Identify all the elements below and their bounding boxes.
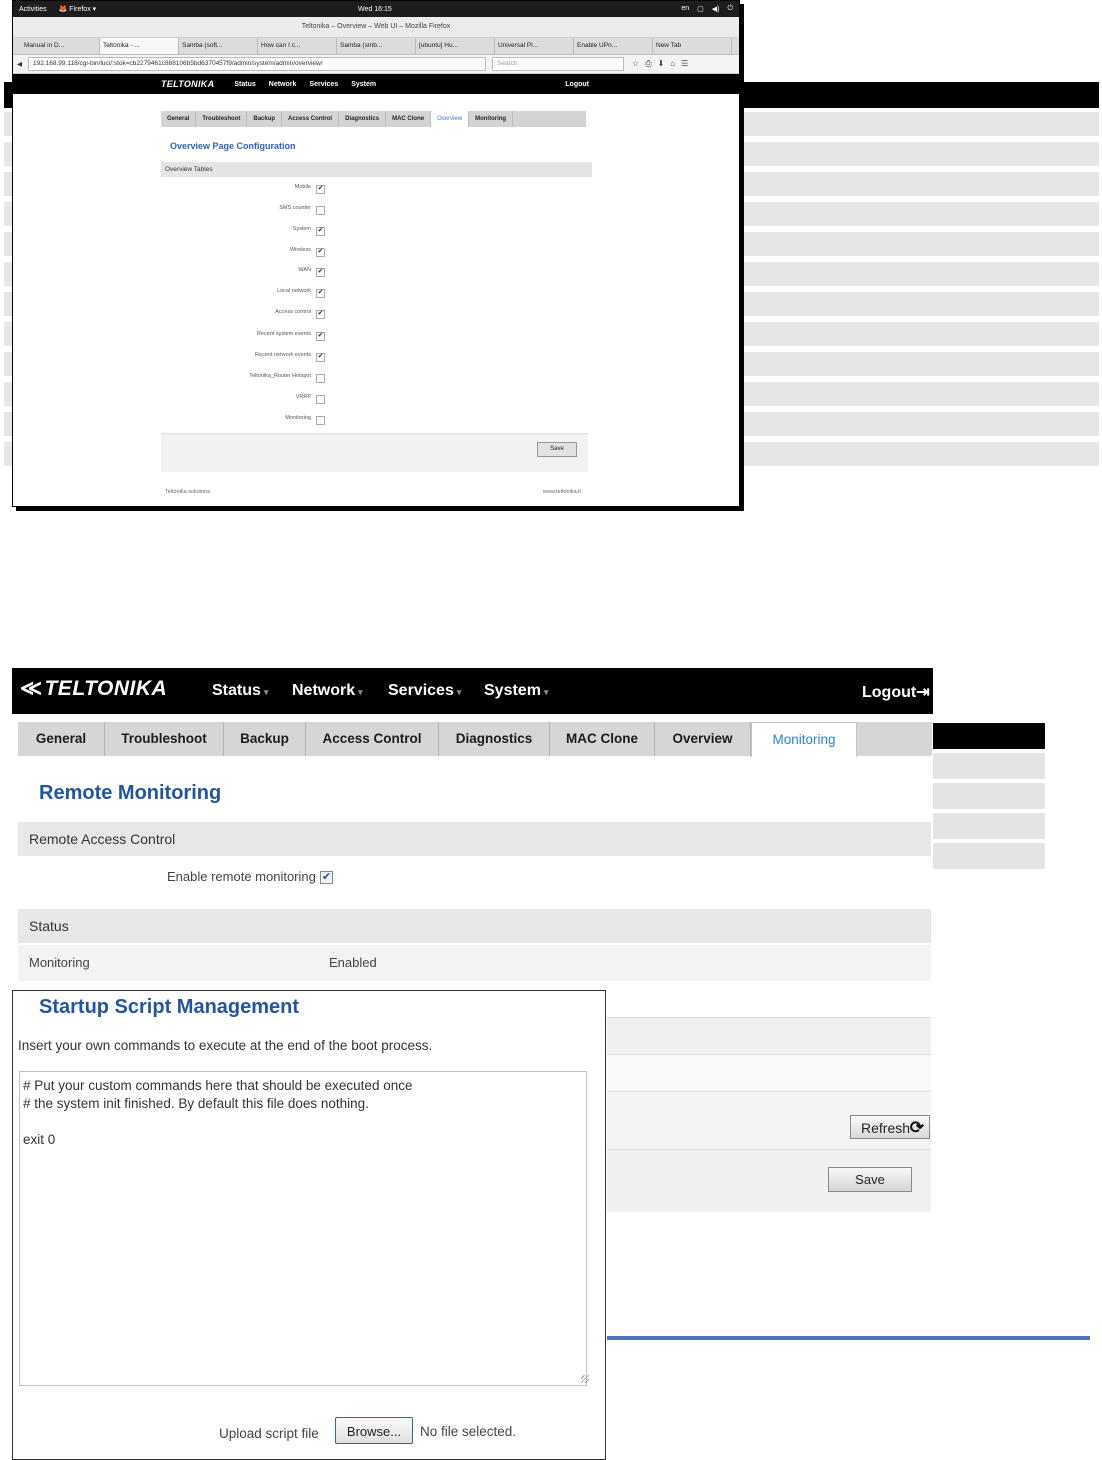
toolbar-icons[interactable]: ☆⎙⬇⌂☰ — [632, 59, 695, 68]
page-title: Overview Page Configuration — [170, 141, 296, 151]
search-box[interactable]: Search — [492, 57, 624, 71]
resize-grip-icon[interactable] — [581, 1375, 589, 1383]
browser-tab[interactable]: Enable UPn... — [574, 38, 653, 54]
tab-access-control[interactable]: Access Control — [282, 111, 339, 127]
refresh-icon: ⟳ — [909, 1118, 924, 1137]
file-status: No file selected. — [420, 1424, 517, 1439]
overview-row-monitoring — [161, 415, 311, 427]
system-tabs — [18, 722, 932, 756]
language-indicator[interactable]: en — [681, 5, 690, 12]
overview-row-mobile — [161, 184, 324, 196]
nav-system[interactable] — [484, 682, 548, 700]
footer-right[interactable]: www.teltonika.lt — [543, 489, 581, 495]
gnome-top-bar — [13, 1, 739, 17]
teltonika-header-large — [12, 668, 933, 714]
save-button[interactable]: Save — [828, 1167, 912, 1192]
background-table-header — [933, 723, 1045, 749]
description: Insert your own commands to execute at the end of the boot process. — [18, 1038, 433, 1053]
volume-icon: ◀) — [711, 6, 720, 13]
tab-diagnostics[interactable]: Diagnostics — [439, 722, 550, 756]
partial-row — [607, 1054, 931, 1092]
row-checkbox[interactable]: ✔ — [317, 332, 324, 339]
row-label: Local network — [277, 288, 311, 294]
overview-row-wan — [161, 267, 324, 279]
nav-services[interactable]: Services — [309, 80, 339, 88]
clock[interactable]: Wed 16:15 — [358, 5, 392, 13]
startup-script-screenshot — [12, 990, 606, 1460]
browser-tab[interactable]: Samba (smb... — [337, 38, 416, 54]
nav-label: Status — [212, 682, 261, 699]
overview-row-access-control — [161, 309, 324, 321]
tab-mac-clone[interactable]: MAC Clone — [550, 722, 655, 756]
row-label: Teltonika_Router Hotspot — [249, 373, 311, 379]
caret-down-icon: ▾ — [456, 687, 462, 697]
tab-overview[interactable]: Overview — [655, 722, 751, 756]
script-textarea[interactable]: # Put your custom commands here that should be executed once # the system init finished. By default this file does nothing. exit 0 — [19, 1071, 587, 1386]
section-header: Overview Tables — [161, 162, 592, 177]
footer-left: Teltonika solutions — [165, 489, 210, 495]
row-label: Monitoring — [285, 415, 311, 421]
partial-row — [607, 1017, 931, 1055]
browse-button[interactable]: Browse... — [335, 1417, 413, 1444]
background-table-row — [933, 783, 1045, 809]
teltonika-logo[interactable]: TELTONIKA — [161, 79, 215, 89]
overview-row-system-events — [161, 331, 324, 343]
tab-monitoring[interactable]: Monitoring — [469, 111, 513, 127]
overview-row-network-events — [161, 352, 324, 364]
overview-row-local-network — [161, 288, 324, 300]
browser-tab[interactable]: How can I c... — [258, 38, 337, 54]
nav-services[interactable] — [388, 682, 461, 700]
row-checkbox[interactable] — [316, 416, 325, 425]
logout-icon: ⇥ — [916, 684, 930, 701]
nav-status[interactable] — [212, 682, 268, 700]
row-checkbox[interactable] — [316, 374, 325, 383]
firefox-icon: 🦊 — [58, 6, 68, 13]
row-checkbox[interactable]: ✔ — [317, 227, 324, 234]
browser-tab-bar — [13, 38, 739, 55]
page-title: Remote Monitoring — [39, 782, 222, 804]
tab-monitoring[interactable]: Monitoring — [751, 722, 857, 757]
tab-diagnostics[interactable]: Diagnostics — [339, 111, 386, 127]
row-checkbox[interactable]: ✔ — [317, 185, 324, 192]
tab-mac-clone[interactable]: MAC Clone — [386, 111, 431, 127]
logo-text: TELTONIKA — [44, 677, 168, 700]
caret-down-icon: ▾ — [543, 687, 549, 697]
browser-tab[interactable]: [ubuntu] Hu... — [416, 38, 495, 54]
back-icon[interactable]: ◀ — [17, 61, 22, 68]
app-name: Firefox — [69, 6, 91, 13]
firefox-app-menu[interactable]: 🦊 Firefox ▾ — [58, 6, 97, 13]
system-tabs — [161, 111, 586, 127]
refresh-label: Refresh — [861, 1120, 911, 1136]
row-label: Mobile — [294, 184, 311, 190]
power-icon: ⏻ — [727, 5, 733, 12]
browser-tab[interactable]: Manual in D... — [21, 38, 100, 54]
section-remote-access: Remote Access Control — [18, 822, 931, 856]
enable-monitoring-label: Enable remote monitoring — [167, 869, 316, 884]
section-status: Status — [18, 909, 931, 943]
row-checkbox[interactable] — [316, 395, 325, 404]
row-label: System — [292, 226, 311, 232]
row-label: VRRP — [295, 394, 311, 400]
overview-row-sms-counter — [161, 205, 311, 217]
row-checkbox[interactable]: ✔ — [317, 310, 324, 317]
row-label: Access control — [275, 309, 311, 315]
system-tray[interactable] — [681, 5, 733, 13]
browser-tab-active[interactable]: Teltonika - ... — [100, 38, 179, 54]
caret-down-icon: ▾ — [263, 687, 269, 697]
monitoring-value: Enabled — [329, 955, 377, 970]
caret-down-icon: ▾ — [358, 687, 363, 697]
url-bar[interactable]: 192.168.99.118/cgi-bin/luci/;stok=cb2279461c8b8106b5bd6370457f9/admin/system/admin/overview/ — [28, 57, 486, 71]
background-table-row — [933, 843, 1045, 869]
tab-backup[interactable]: Backup — [247, 111, 282, 127]
row-label: WAN — [298, 267, 311, 273]
save-button[interactable]: Save — [537, 442, 577, 457]
tab-troubleshoot[interactable]: Troubleshoot — [196, 111, 247, 127]
row-checkbox[interactable]: ✔ — [317, 353, 324, 360]
row-checkbox[interactable]: ✔ — [317, 289, 324, 296]
browser-tab[interactable]: New Tab — [653, 38, 732, 54]
window-title: Teltonika – Overview – Web UI – Mozilla Firefox — [13, 17, 739, 38]
logout-link[interactable]: Logout — [565, 80, 589, 88]
nav-label: System — [484, 682, 541, 699]
browser-tab[interactable]: Universal Pl... — [495, 38, 574, 54]
browser-tab[interactable]: Samba (soft... — [179, 38, 258, 54]
row-label: Wireless — [289, 247, 311, 253]
nav-system[interactable]: System — [351, 80, 377, 88]
teltonika-header — [13, 74, 739, 94]
browser-nav-bar — [13, 55, 739, 74]
tab-general[interactable]: General — [18, 722, 105, 756]
nav-label: Services — [388, 682, 454, 699]
logout-link[interactable] — [862, 682, 930, 702]
tab-access-control[interactable]: Access Control — [306, 722, 439, 756]
monitoring-label: Monitoring — [29, 955, 90, 970]
overview-screenshot — [12, 0, 740, 507]
overview-row-wireless — [161, 247, 324, 259]
tab-general[interactable]: General — [161, 111, 196, 127]
row-checkbox[interactable]: ✔ — [317, 248, 324, 255]
main-nav — [234, 81, 376, 88]
tab-backup[interactable]: Backup — [224, 722, 306, 756]
teltonika-logo[interactable] — [20, 676, 167, 701]
logout-label: Logout — [862, 684, 917, 701]
refresh-button[interactable] — [850, 1115, 930, 1139]
row-checkbox[interactable]: ✔ — [317, 268, 324, 275]
overview-row-hotspot — [161, 373, 311, 385]
row-checkbox[interactable] — [316, 206, 325, 215]
nav-network[interactable]: Network — [268, 80, 297, 88]
divider-line — [607, 1336, 1090, 1340]
tab-overview[interactable]: Overview — [431, 111, 469, 127]
enable-monitoring-checkbox[interactable]: ✔ — [321, 871, 332, 883]
upload-label: Upload script file — [219, 1426, 319, 1441]
screen-icon: ▢ — [697, 6, 704, 13]
row-label: Recent network events — [255, 352, 311, 358]
overview-row-vrrp — [161, 394, 311, 406]
tab-troubleshoot[interactable]: Troubleshoot — [105, 722, 224, 756]
nav-label: Network — [292, 682, 356, 699]
nav-network[interactable] — [292, 682, 363, 700]
nav-status[interactable]: Status — [234, 80, 256, 88]
row-label: SMS counter — [279, 205, 311, 211]
activities-button[interactable]: Activities — [19, 5, 47, 13]
form-footer — [161, 433, 588, 472]
page-title: Startup Script Management — [39, 996, 300, 1018]
status-row — [18, 945, 931, 981]
row-label: Recent system events — [256, 331, 311, 337]
overview-row-system — [161, 226, 324, 238]
teltonika-logo-icon: ≪ — [20, 677, 43, 700]
background-table-row — [933, 753, 1045, 779]
background-table-row — [933, 813, 1045, 839]
